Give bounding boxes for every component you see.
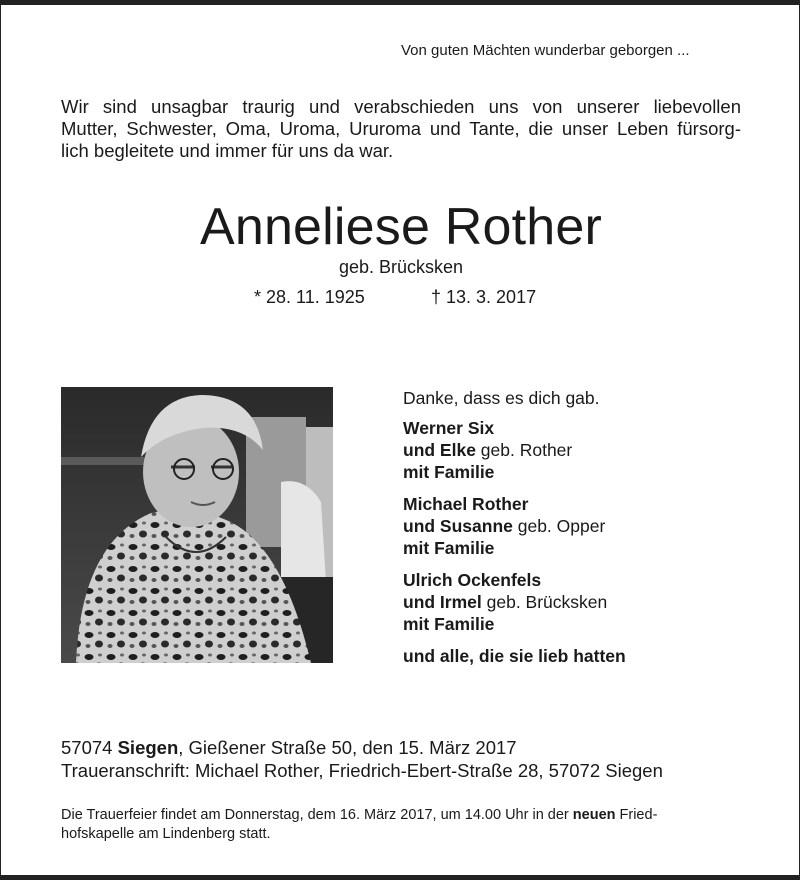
birth-date: * 28. 11. 1925 bbox=[254, 287, 365, 307]
with-family: mit Familie bbox=[403, 462, 495, 482]
city: Siegen bbox=[117, 737, 179, 758]
partner-name: und Susanne bbox=[403, 516, 513, 536]
zip-code: 57074 bbox=[61, 737, 118, 758]
notice-text-end: Fried- bbox=[615, 807, 658, 823]
family-list bbox=[403, 387, 626, 667]
notice-text: Die Trauerfeier findet am Donnerstag, dem 16. März 2017, um 14.00 Uhr in der bbox=[61, 807, 573, 823]
partner-maiden: geb. Brücksken bbox=[481, 592, 608, 612]
intro-text bbox=[61, 96, 741, 162]
death-date: † 13. 3. 2017 bbox=[431, 287, 537, 307]
with-family: mit Familie bbox=[403, 538, 495, 558]
family-group bbox=[403, 493, 626, 559]
thanks-line: Danke, dass es dich gab. bbox=[403, 388, 600, 408]
maiden-name: geb. Brücksken bbox=[338, 257, 464, 277]
partner-name: und Irmel bbox=[403, 592, 482, 612]
mourning-address: Traueranschrift: Michael Rother, Friedrich-Ebert-Straße 28, 57072 Siegen bbox=[61, 760, 663, 781]
family-group bbox=[403, 569, 626, 635]
place-and-date bbox=[61, 736, 663, 782]
intro-line-2: Mutter, Schwester, Oma, Uroma, Ururoma und Tante, die unser Leben fürsorg- bbox=[61, 118, 741, 139]
notice-bold: neuen bbox=[572, 807, 616, 823]
closing-line: und alle, die sie lieb hatten bbox=[403, 646, 626, 666]
intro-line-1: Wir sind unsagbar traurig und verabschieden uns von unserer liebevollen bbox=[61, 96, 741, 117]
intro-line-3: lich begleitete und immer für uns da war. bbox=[61, 140, 394, 161]
deceased-name: Anneliese Rother bbox=[199, 198, 603, 256]
address-rest: , Gießener Straße 50, den 15. März 2017 bbox=[178, 737, 517, 758]
portrait-photo bbox=[61, 387, 333, 663]
family-group bbox=[403, 417, 626, 483]
funeral-notice bbox=[61, 806, 751, 844]
relative-name: Ulrich Ockenfels bbox=[403, 570, 542, 590]
motto: Von guten Mächten wunderbar geborgen ... bbox=[401, 42, 690, 59]
relative-name: Werner Six bbox=[403, 418, 495, 438]
notice-line-2: hofskapelle am Lindenberg statt. bbox=[61, 826, 271, 842]
place-line bbox=[61, 736, 663, 759]
partner-maiden: geb. Rother bbox=[475, 440, 573, 460]
with-family: mit Familie bbox=[403, 614, 495, 634]
portrait-photo-image bbox=[61, 387, 333, 663]
partner-maiden: geb. Opper bbox=[512, 516, 606, 536]
relative-name: Michael Rother bbox=[403, 494, 529, 514]
partner-name: und Elke bbox=[403, 440, 476, 460]
